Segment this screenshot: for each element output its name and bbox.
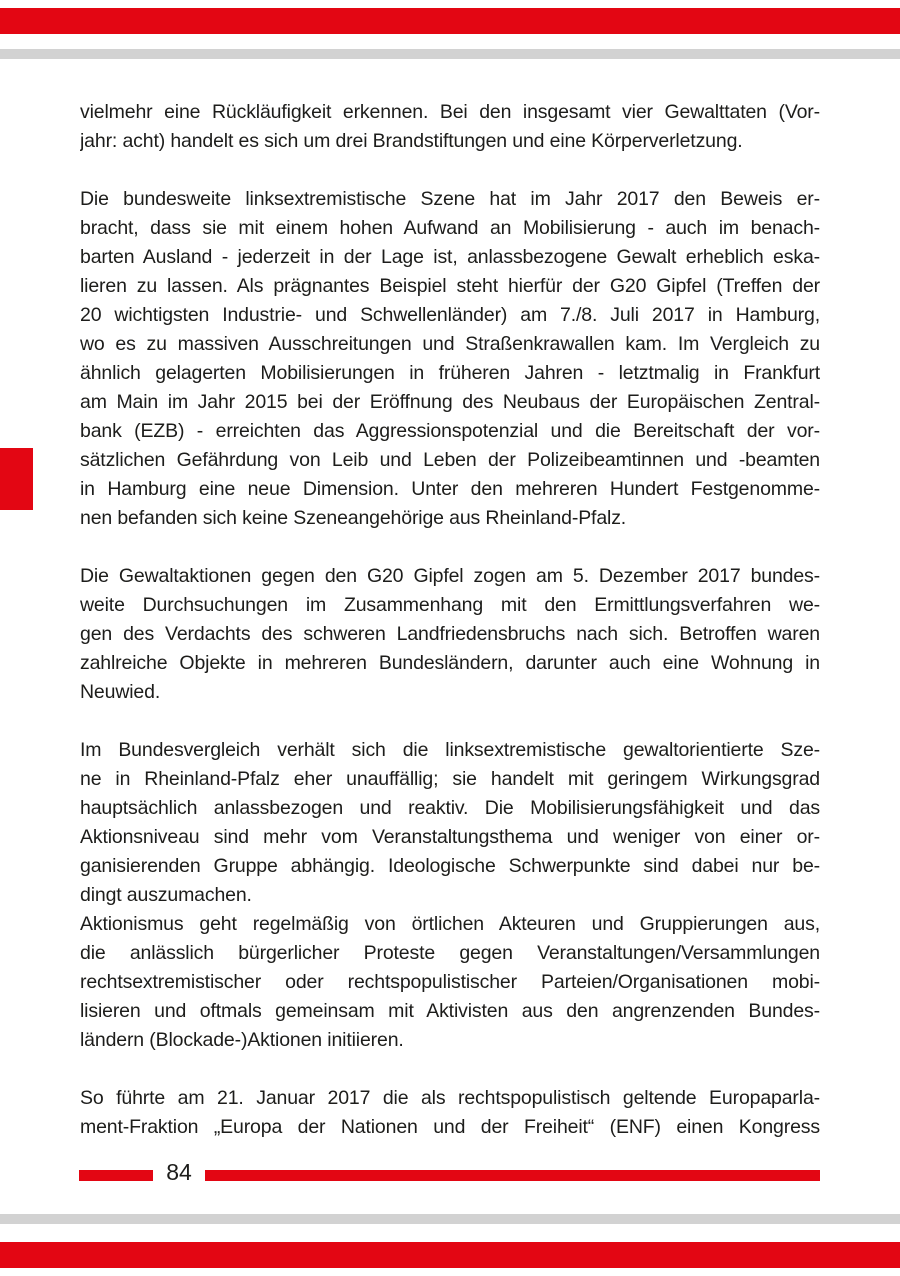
text-line: bank (EZB) - erreichten das Aggressionspotenzial und die Bereitschaft der vor- <box>80 420 820 442</box>
bottom-gray-rule <box>0 1214 900 1224</box>
text-line: ment-Fraktion „Europa der Nationen und der Freiheit“ (ENF) einen Kongress <box>80 1116 820 1138</box>
chapter-marker-tab <box>0 448 33 510</box>
paragraph <box>80 185 820 533</box>
text-line: Die bundesweite linksextremistische Szene hat im Jahr 2017 den Beweis er- <box>80 188 820 210</box>
text-line: Aktionismus geht regelmäßig von örtlichen Akteuren und Gruppierungen aus, <box>80 913 820 935</box>
text-line: lisieren und oftmals gemeinsam mit Aktivisten aus den angrenzenden Bundes- <box>80 1000 820 1022</box>
text-line: hauptsächlich anlassbezogen und reaktiv. Die Mobilisierungsfähigkeit und das <box>80 797 820 819</box>
text-line: am Main im Jahr 2015 bei der Eröffnung des Neubaus der Europäischen Zentral- <box>80 391 820 413</box>
paragraph <box>80 910 820 1055</box>
text-line: vielmehr eine Rückläufigkeit erkennen. Bei den insgesamt vier Gewalttaten (Vor- <box>80 101 820 123</box>
paragraph <box>80 736 820 910</box>
text-line: ländern (Blockade-)Aktionen initiieren. <box>80 1029 404 1051</box>
text-line: in Hamburg eine neue Dimension. Unter den mehreren Hundert Festgenomme- <box>80 478 820 500</box>
top-page-edge-bar <box>0 8 900 34</box>
text-line: sätzlichen Gefährdung von Leib und Leben der Polizeibeamtinnen und -beamten <box>80 449 820 471</box>
bottom-page-edge-bar <box>0 1242 900 1268</box>
text-line: 20 wichtigsten Industrie- und Schwellenländer) am 7./8. Juli 2017 in Hamburg, <box>80 304 820 326</box>
text-line: Im Bundesvergleich verhält sich die linksextremistische gewaltorientierte Sze- <box>80 739 820 761</box>
text-line: dingt auszumachen. <box>80 884 252 906</box>
paragraph <box>80 1084 820 1142</box>
text-line: die anlässlich bürgerlicher Proteste gegen Veranstaltungen/Versammlungen <box>80 942 820 964</box>
text-line: Aktionsniveau sind mehr vom Veranstaltungsthema und weniger von einer or- <box>80 826 820 848</box>
text-line: nen befanden sich keine Szeneangehörige aus Rheinland-Pfalz. <box>80 507 627 529</box>
text-line: ähnlich gelagerten Mobilisierungen in früheren Jahren - letztmalig in Frankfurt <box>80 362 820 384</box>
text-line: bracht, dass sie mit einem hohen Aufwand an Mobilisierung - auch im benach- <box>80 217 820 239</box>
text-line: Die Gewaltaktionen gegen den G20 Gipfel zogen am 5. Dezember 2017 bundes- <box>80 565 820 587</box>
paragraph <box>80 98 820 156</box>
footer-left-red-bar <box>79 1170 153 1181</box>
text-line: ne in Rheinland-Pfalz eher unauffällig; sie handelt mit geringem Wirkungsgrad <box>80 768 820 790</box>
header-gray-rule <box>0 49 900 59</box>
text-line: weite Durchsuchungen im Zusammenhang mit den Ermittlungsverfahren we- <box>80 594 820 616</box>
text-line: gen des Verdachts des schweren Landfriedensbruchs nach sich. Betroffen waren <box>80 623 820 645</box>
paragraph <box>80 562 820 707</box>
text-line: barten Ausland - jederzeit in der Lage ist, anlassbezogene Gewalt erheblich eska- <box>80 246 820 268</box>
text-line: lieren zu lassen. Als prägnantes Beispiel steht hierfür der G20 Gipfel (Treffen der <box>80 275 820 297</box>
footer-page-number: 84 <box>166 1159 192 1185</box>
text-line: ganisierenden Gruppe abhängig. Ideologische Schwerpunkte sind dabei nur be- <box>80 855 820 877</box>
text-line: jahr: acht) handelt es sich um drei Brandstiftungen und eine Körperverletzung. <box>80 130 743 152</box>
document-body <box>80 98 820 1142</box>
text-line: zahlreiche Objekte in mehreren Bundesländern, darunter auch eine Wohnung in <box>80 652 820 674</box>
footer-right-red-bar <box>205 1170 820 1181</box>
text-line: rechtsextremistischer oder rechtspopulistischer Parteien/Organisationen mobi- <box>80 971 820 993</box>
text-line: Neuwied. <box>80 681 161 703</box>
text-line: wo es zu massiven Ausschreitungen und Straßenkrawallen kam. Im Vergleich zu <box>80 333 820 355</box>
text-line: So führte am 21. Januar 2017 die als rechtspopulistisch geltende Europaparla- <box>80 1087 820 1109</box>
